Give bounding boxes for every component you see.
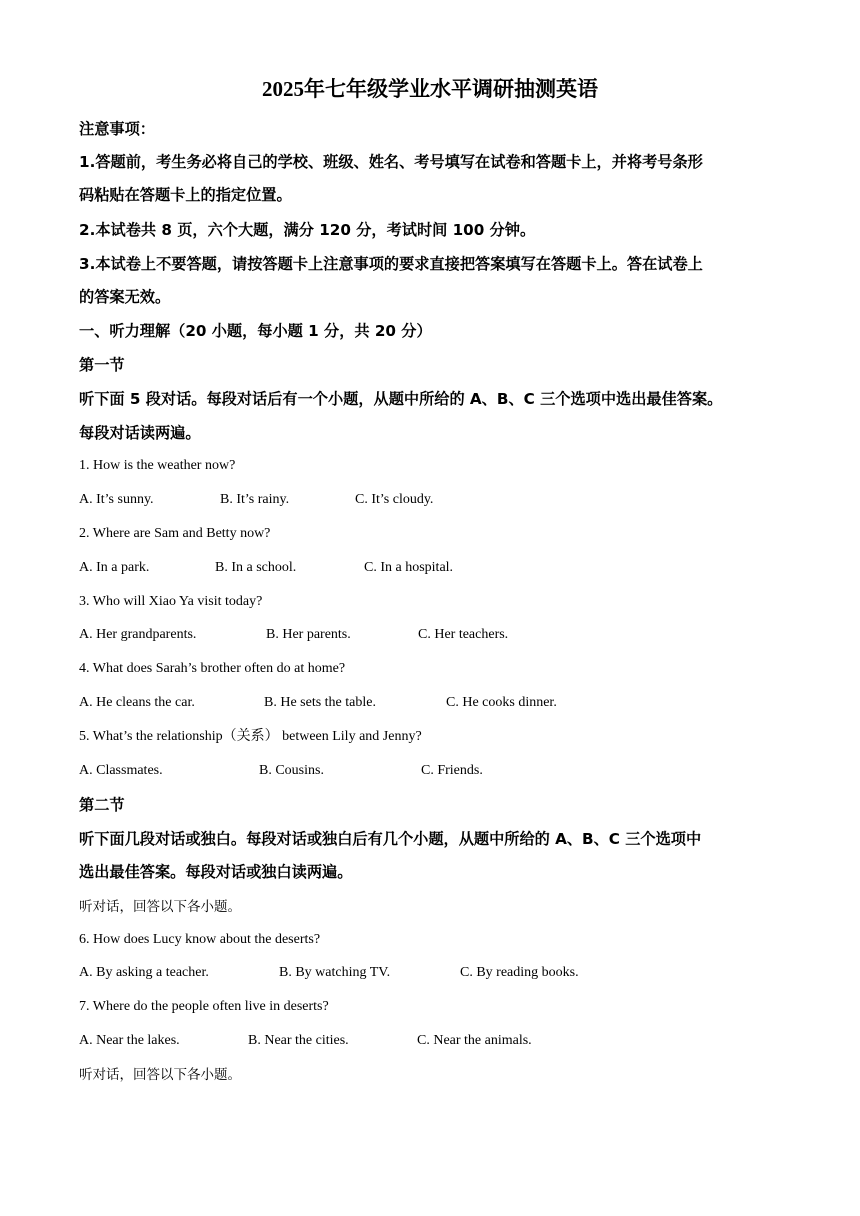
option-b: B. Her parents. [266,627,351,642]
notice-heading: 注意事项： [79,120,155,138]
option-c: C. Friends. [421,763,483,778]
option-a: A. It’s sunny. [79,492,154,507]
page-title: 2025年七年级学业水平调研抽测英语 [262,77,598,101]
notice-item-1-line-1: 1.答题前，考生务必将自己的学校、班级、姓名、考号填写在试卷和答题卡上，并将考号条形 [79,153,703,171]
option-b: B. It’s rainy. [220,492,290,507]
notice-item-1-line-2: 码粘贴在答题卡上的指定位置。 [79,186,292,204]
option-b: B. He sets the table. [264,695,376,710]
part1-instruction-line-1: 听下面 5 段对话。每段对话后有一个小题，从题中所给的 A、B、C 三个选项中选出最佳答案。 [79,390,723,408]
question-stem: 1. How is the weather now? [79,458,236,473]
option-c: C. By reading books. [460,965,579,980]
option-b: B. Cousins. [259,763,324,778]
option-a: A. In a park. [79,560,150,575]
notice-item-3-line-1: 3.本试卷上不要答题，请按答题卡上注意事项的要求直接把答案填写在答题卡上。答在试卷上 [79,255,703,273]
question-stem: 3. Who will Xiao Ya visit today? [79,594,263,609]
part2-instruction-line-1: 听下面几段对话或独白。每段对话或独白后有几个小题，从题中所给的 A、B、C 三个选项中 [79,830,702,848]
option-a: A. By asking a teacher. [79,965,209,980]
option-b: B. In a school. [215,560,297,575]
option-a: A. Near the lakes. [79,1033,180,1048]
option-c: C. He cooks dinner. [446,695,557,710]
question-stem: 4. What does Sarah’s brother often do at home? [79,661,346,676]
option-a: A. He cleans the car. [79,695,195,710]
option-c: C. It’s cloudy. [355,492,434,507]
option-c: C. In a hospital. [364,560,454,575]
question-stem: 2. Where are Sam and Betty now? [79,526,271,541]
option-a: A. Her grandparents. [79,627,197,642]
part2-instruction-line-2: 选出最佳答案。每段对话或独白读两遍。 [79,863,353,881]
option-c: C. Her teachers. [418,627,509,642]
question-stem: 6. How does Lucy know about the deserts? [79,932,321,947]
option-a: A. Classmates. [79,763,163,778]
part-heading-2: 第二节 [79,796,125,814]
part-heading-1: 第一节 [79,356,125,374]
option-b: B. By watching TV. [279,965,391,980]
part1-instruction-line-2: 每段对话读两遍。 [79,424,201,442]
listen-prompt: 听对话，回答以下各小题。 [79,899,241,915]
option-b: B. Near the cities. [248,1033,349,1048]
notice-item-2: 2.本试卷共 8 页，六个大题，满分 120 分，考试时间 100 分钟。 [79,221,536,239]
listen-prompt: 听对话，回答以下各小题。 [79,1067,241,1083]
notice-item-3-line-2: 的答案无效。 [79,288,171,306]
section-heading-listening: 一、听力理解（20 小题，每小题 1 分，共 20 分） [79,322,432,340]
option-c: C. Near the animals. [417,1033,532,1048]
question-stem: 7. Where do the people often live in deserts? [79,999,329,1014]
question-stem: 5. What’s the relationship（关系） between Lily and Jenny? [79,729,422,744]
